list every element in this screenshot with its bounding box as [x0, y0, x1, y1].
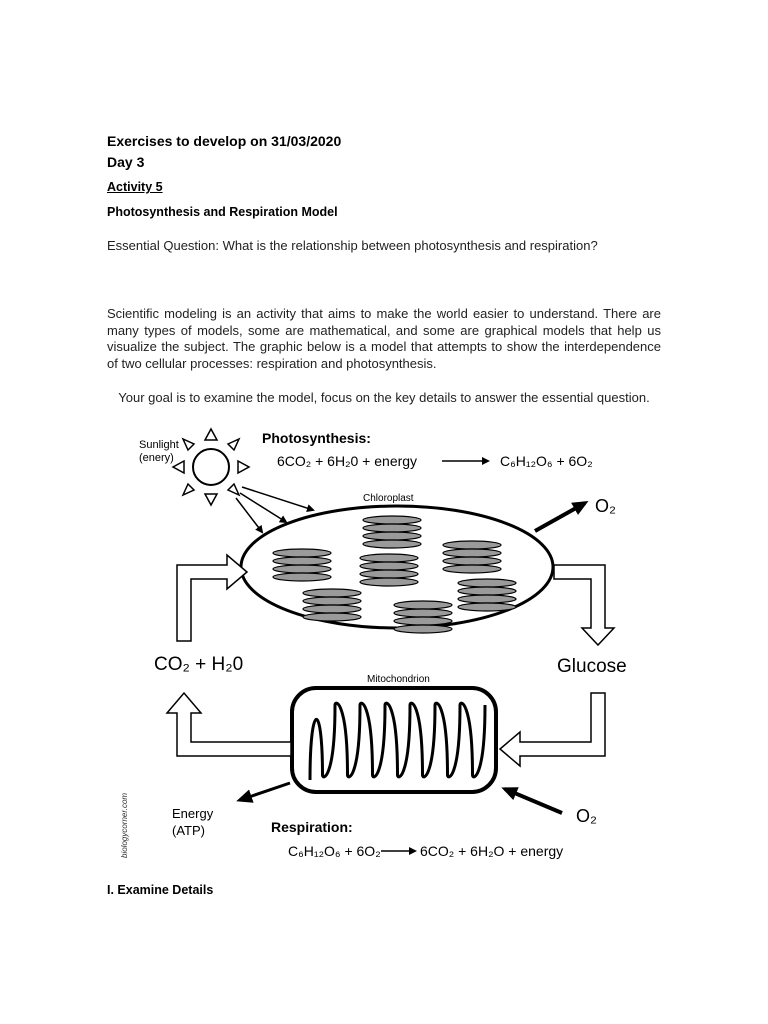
source-watermark: biologycorner.com	[120, 792, 129, 858]
thylakoid-disc	[303, 605, 361, 613]
thylakoid-disc	[458, 603, 516, 611]
glucose-to-mitochondrion-arrow	[500, 693, 605, 766]
goal-text: Your goal is to examine the model, focus on the key details to answer the essential question.	[118, 390, 650, 405]
sun-icon	[173, 429, 249, 505]
respiration-products: 6CO₂ + 6H₂O + energy	[420, 843, 564, 859]
thylakoid-disc	[363, 516, 421, 524]
respiration-reactants: C₆H₁₂O₆ + 6O₂	[288, 843, 381, 859]
co2-to-chloroplast-arrow	[177, 555, 247, 641]
thylakoid-disc	[363, 524, 421, 532]
thylakoid-disc	[273, 549, 331, 557]
thylakoid-disc	[273, 557, 331, 565]
thylakoid-disc	[458, 587, 516, 595]
oxygen-in-label: O₂	[576, 806, 597, 826]
thylakoid-disc	[458, 595, 516, 603]
intro-paragraph: Scientific modeling is an activity that aims to make the world easier to understand. There are many types of models, some are mathematical, and some are graphical models that help us visualize the subject. The graphic below is a model that attempts to show the interdependence of two cellular processes: respiration and photosynthesis.	[107, 306, 661, 371]
chloroplast-to-glucose-arrow	[554, 565, 614, 645]
thylakoid-disc	[303, 589, 361, 597]
glucose-label: Glucose	[557, 656, 627, 677]
thylakoid-disc	[360, 562, 418, 570]
sunlight-sublabel: (enery)	[139, 452, 174, 464]
activity-subtitle: Photosynthesis and Respiration Model	[107, 205, 338, 219]
thylakoid-disc	[273, 565, 331, 573]
thylakoid-disc	[363, 532, 421, 540]
thylakoid-disc	[273, 573, 331, 581]
activity-label: Activity 5	[107, 180, 163, 194]
energy-sublabel: (ATP)	[172, 823, 205, 838]
energy-out-arrow	[240, 783, 290, 800]
thylakoid-disc	[303, 597, 361, 605]
oxygen-out-arrow	[535, 503, 585, 531]
co2-h2o-label: CO₂ + H₂0	[154, 654, 244, 675]
thylakoid-disc	[394, 601, 452, 609]
mitochondrion-label: Mitochondrion	[367, 674, 430, 685]
title-line-1: Exercises to develop on 31/03/2020	[107, 133, 342, 149]
section-heading: I. Examine Details	[107, 883, 214, 897]
thylakoid-disc	[394, 617, 452, 625]
thylakoid-disc	[360, 570, 418, 578]
respiration-title: Respiration:	[271, 819, 353, 835]
sunlight-label: Sunlight	[139, 439, 179, 451]
thylakoid-disc	[443, 557, 501, 565]
title-line-2: Day 3	[107, 154, 145, 170]
thylakoid-disc	[360, 554, 418, 562]
thylakoid-disc	[443, 549, 501, 557]
photosynthesis-title: Photosynthesis:	[262, 430, 371, 446]
oxygen-in-arrow	[505, 789, 562, 813]
thylakoid-disc	[363, 540, 421, 548]
photosynthesis-reactants: 6CO₂ + 6H₂0 + energy	[277, 453, 418, 469]
thylakoid-disc	[443, 541, 501, 549]
thylakoid-disc	[394, 625, 452, 633]
thylakoid-disc	[458, 579, 516, 587]
essential-question: Essential Question: What is the relationship between photosynthesis and respiration?	[107, 238, 598, 253]
thylakoid-disc	[443, 565, 501, 573]
mitochondrion-to-co2-arrow	[167, 693, 291, 756]
chloroplast-label: Chloroplast	[363, 493, 414, 504]
oxygen-out-label: O₂	[595, 496, 616, 516]
photosynthesis-products: C₆H₁₂O₆ + 6O₂	[500, 453, 593, 469]
thylakoid-disc	[394, 609, 452, 617]
energy-label: Energy	[172, 806, 214, 821]
thylakoid-disc	[360, 578, 418, 586]
thylakoid-disc	[303, 613, 361, 621]
